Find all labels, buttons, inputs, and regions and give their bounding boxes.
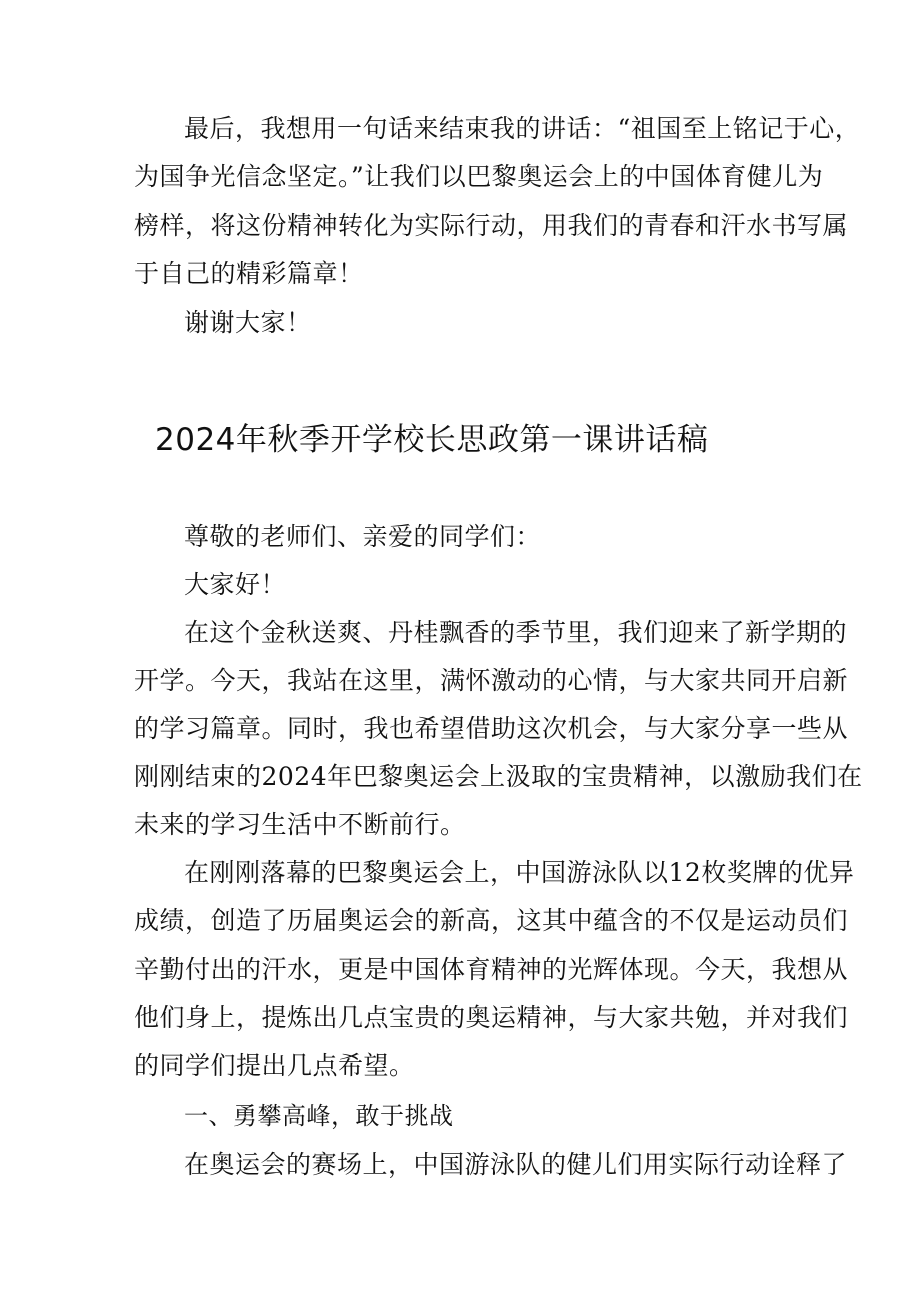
paragraph3-line-1: 在奥运会的赛场上，中国游泳队的健儿们用实际行动诠释了 [184,1150,848,1179]
closing-line-4: 于自己的精彩篇章！ [134,259,364,288]
section-heading: 一、勇攀高峰，敢于挑战 [184,1102,454,1130]
paragraph2-line-3: 辛勤付出的汗水，更是中国体育精神的光辉体现。今天，我想从 [134,955,849,984]
closing-line-3: 榜样，将这份精神转化为实际行动，用我们的青春和汗水书写属 [134,211,849,240]
greeting: 大家好！ [184,570,287,599]
page-title: 2024年秋季开学校长思政第一课讲话稿 [155,422,709,458]
paragraph2-line-4: 他们身上，提炼出几点宝贵的奥运精神，与大家共勉，并对我们 [134,1003,849,1032]
paragraph1-line-3: 的学习篇章。同时，我也希望借助这次机会，与大家分享一些从 [134,714,849,743]
paragraph2-line-5: 的同学们提出几点希望。 [134,1051,415,1080]
paragraph2-line-1: 在刚刚落幕的巴黎奥运会上，中国游泳队以12枚奖牌的优异 [184,858,855,887]
closing-line-1: 最后，我想用一句话来结束我的讲话：“祖国至上铭记于心， [184,114,861,143]
paragraph1-line-2: 开学。今天，我站在这里，满怀激动的心情，与大家共同开启新 [134,666,849,695]
paragraph2-line-2: 成绩，创造了历届奥运会的新高，这其中蕴含的不仅是运动员们 [134,906,849,935]
paragraph1-line-4: 刚刚结束的2024年巴黎奥运会上汲取的宝贵精神，以激励我们在 [134,762,863,791]
paragraph1-line-5: 未来的学习生活中不断前行。 [134,810,466,839]
salutation: 尊敬的老师们、亲爱的同学们： [184,522,542,551]
paragraph1-line-1: 在这个金秋送爽、丹桂飘香的季节里，我们迎来了新学期的 [184,618,848,647]
closing-line-2: 为国争光信念坚定。”让我们以巴黎奥运会上的中国体育健儿为 [134,162,824,191]
thanks-text: 谢谢大家！ [184,308,312,337]
